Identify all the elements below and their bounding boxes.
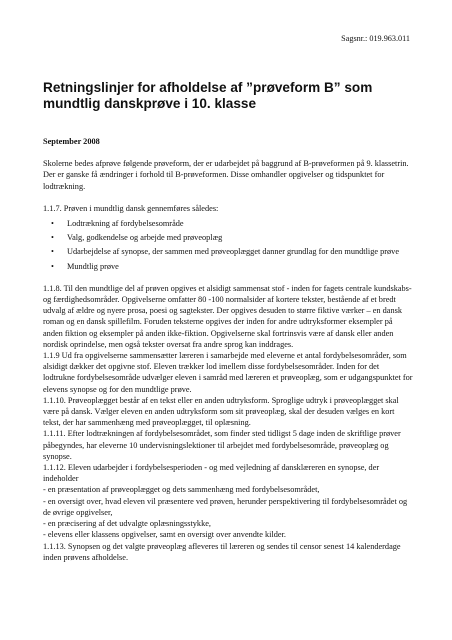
document-body xyxy=(43,136,413,563)
intro-paragraph: Skolerne bedes afprøve følgende prøveform, der er udarbejdet på baggrund af B-prøveformen på 9. klassetrin. Der er ganske få ændringer i forhold til B-prøveformen. Disse omhandler opgivelser og tidspunktet for lodtrækning. xyxy=(43,159,409,191)
list-item xyxy=(43,246,413,257)
list-item-text: Valg, godkendelse og arbejde med prøveoplæg xyxy=(67,233,223,243)
list-item: - elevens eller klassens opgivelser, samt en oversigt over anvendte kilder. xyxy=(43,530,286,540)
section-1112-intro: 1.1.12. Eleven udarbejder i fordybelsesperioden - og med vejledning af dansklæreren en synopse, der indeholder xyxy=(43,463,380,484)
list-item: - en oversigt over, hvad eleven vil præsentere ved prøven, herunder perspektivering til fordybelsesområdet og de øvrige opgivelser, xyxy=(43,496,408,517)
list-item xyxy=(43,232,413,243)
section-119: 1.1.9 Ud fra opgivelserne sammensætter læreren i samarbejde med eleverne et antal fordybelsesområder, som alsidigt dækker det opgivne stof. Eleven trækker lod imellem disse fordybelsesområder. Inden for det lodtrukne fordybelsesområde udvælger eleven i samråd med læreren et prøveoplæg, som er udgangspunktet for elevens synopse og for den mundtlige prøve. xyxy=(43,351,413,394)
list-item: - en præsentation af prøveoplægget og dets sammenhæng med fordybelsesområdet, xyxy=(43,485,320,495)
section-1113: 1.1.13. Synopsen og det valgte prøveoplæg afleveres til læreren og sendes til censor senest 14 kalenderdage inden prøvens afholdelse. xyxy=(43,541,401,562)
section-1112-list xyxy=(43,484,413,540)
bullet-icon: • xyxy=(51,233,54,243)
bullet-icon: • xyxy=(51,247,54,257)
list-item: - en præcisering af det udvalgte oplæsningsstykke, xyxy=(43,519,211,529)
document-date: September 2008 xyxy=(43,137,100,146)
section-118: 1.1.8. Til den mundtlige del af prøven opgives et alsidigt sammensat stof - inden for fagets centrale kundskabs- og færdighedsområder. Opgivelserne omfatter 80 -100 normalsider af kortere tekster, bestående af et bredt udvalg af ældre og nyere prosa, poesi og sagtekster. Der opgives desuden to større fiktive værker – en dansk roman og en dansk spillefilm. Foruden teksterne opgives der inden for andre udtryksformer eksempler på anden fiktion og eksempler på anden ikke-fiktion. Opgivelserne skal fortrinsvis være af dansk eller anden nordisk oprindelse, men også tekster oversat fra andre sprog kan inddrages. xyxy=(43,283,412,349)
document-title: Retningslinjer for afholdelse af ”prøveform B” som mundtlig danskprøve i 10. klasse xyxy=(43,80,373,111)
list-item-text: Lodtrækning af fordybelsesområde xyxy=(67,219,184,229)
section-1111: 1.1.11. Efter lodtrækningen af fordybelsesområdet, som finder sted tidligst 5 dage inden de skriftlige prøver påbegyndes, har eleverne 10 undervisningslektioner til arbejdet med fordybelsesområde, prøveoplæg og synopse. xyxy=(43,429,401,461)
bullet-icon: • xyxy=(51,261,54,271)
section-1110: 1.1.10. Prøveoplægget består af en tekst eller en anden udtryksform. Sproglige udtryk i prøveoplægget skal være på dansk. Vælger eleven en anden udtryksform som sit prøveoplæg, skal der desuden vælges en kort tekst, der har sammenhæng med prøveoplægget, til oplæsning. xyxy=(43,395,399,428)
case-number: Sagsnr.: 019.963.011 xyxy=(341,34,410,43)
section-117-intro: 1.1.7. Prøven i mundtlig dansk gennemføres således: xyxy=(43,203,219,213)
bullet-icon: • xyxy=(51,219,54,229)
list-item xyxy=(43,261,413,272)
list-item-text: Mundtlig prøve xyxy=(67,261,119,271)
list-item-text: Udarbejdelse af synopse, der sammen med prøveoplægget danner grundlag for den mundtlige prøve xyxy=(67,247,400,257)
list-item xyxy=(43,218,413,229)
section-117-list xyxy=(43,218,413,272)
